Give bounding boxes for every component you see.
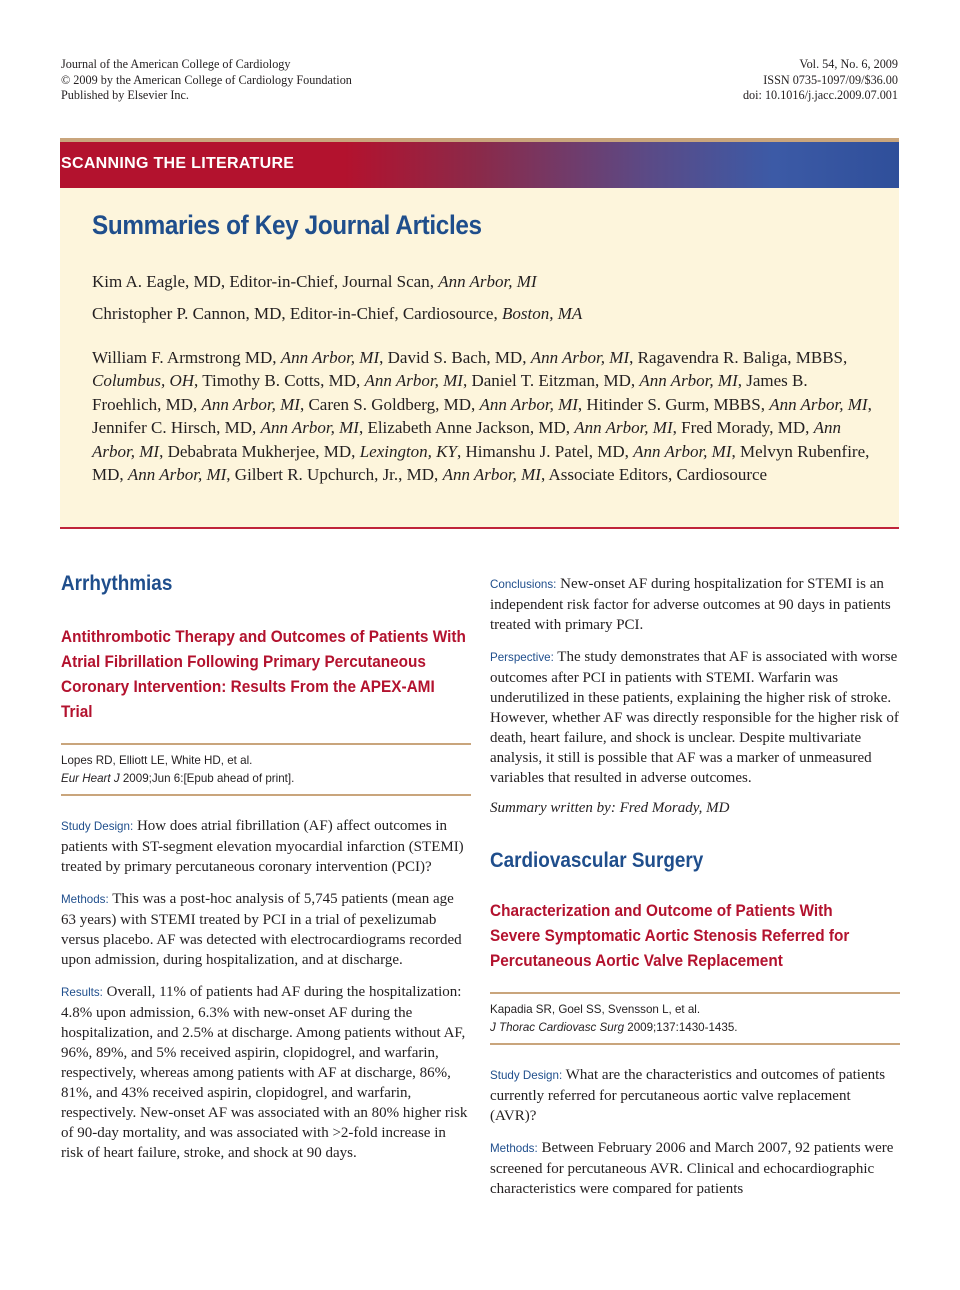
- publisher-line: Published by Elsevier Inc.: [61, 88, 189, 102]
- citation-journal-line: [490, 1019, 900, 1037]
- associate-editor-name: William F. Armstrong MD,: [92, 348, 281, 367]
- journal-name: Journal of the American College of Cardiology: [61, 57, 291, 71]
- associate-editor-location: Ann Arbor, MI: [639, 371, 738, 391]
- right-column: [490, 574, 900, 1199]
- citation-journal: Eur Heart J: [61, 772, 120, 785]
- section-banner: [60, 138, 899, 188]
- associate-editor-name: , Caren S. Goldberg, MD,: [299, 394, 480, 414]
- editor-in-chief-1: [92, 272, 537, 292]
- associate-editor-name: , Jennifer C. Hirsch, MD,: [92, 394, 872, 438]
- associate-editor-name: , David S. Bach, MD,: [379, 348, 531, 367]
- associate-editor-location: Ann Arbor, MI: [127, 465, 227, 485]
- summary-byline: Summary written by: Fred Morady, MD: [490, 800, 730, 816]
- editor-name: Kim A. Eagle, MD, Editor-in-Chief, Journal Scan,: [92, 272, 439, 291]
- conclusions-text: New-onset AF during hospitalization for STEMI is an independent risk factor for adverse outcomes at 90 days in patients treated with primary PCI.: [490, 576, 891, 633]
- results-paragraph: [61, 982, 471, 1163]
- page-title: Summaries of Key Journal Articles: [92, 210, 482, 240]
- associate-editor-location: Ann Arbor, MI: [260, 418, 359, 438]
- associate-editor-location: Ann Arbor, MI: [92, 418, 842, 461]
- perspective-paragraph: [490, 647, 900, 788]
- associate-editor-location: Ann Arbor, MI: [633, 441, 732, 461]
- associate-editor-name: , Elizabeth Anne Jackson, MD,: [358, 418, 575, 438]
- volume-line: Vol. 54, No. 6, 2009: [799, 57, 898, 71]
- citation-authors: Lopes RD, Elliott LE, White HD, et al.: [61, 754, 253, 767]
- article-title: Characterization and Outcome of Patients With Severe Symptomatic Aortic Stenosis Referred for Percutaneous Aortic Valve Replacement: [490, 902, 850, 970]
- study-design-text: How does atrial fibrillation (AF) affect outcomes in patients with ST-segment elevation myocardial infarction (STEMI) treated by primary percutaneous coronary intervention (PCI)?: [61, 818, 464, 875]
- citation-authors: Kapadia SR, Goel SS, Svensson L, et al.: [490, 1003, 701, 1016]
- journal-header-left: [61, 57, 352, 104]
- associate-editor-location: Ann Arbor, MI: [479, 394, 578, 414]
- article-title: Antithrombotic Therapy and Outcomes of Patients With Atrial Fibrillation Following Primary Percutaneous Coronary Intervention: Results From the APEX-AMI Trial: [61, 628, 466, 721]
- citation-detail: 2009;137:1430-1435.: [624, 1021, 738, 1034]
- study-design-label: Study Design:: [61, 820, 134, 833]
- citation-journal: J Thorac Cardiovasc Surg: [490, 1021, 625, 1034]
- citation-journal-line: [61, 770, 471, 788]
- section-title-cardiovascular-surgery: Cardiovascular Surgery: [490, 849, 704, 872]
- associate-editors: [92, 346, 872, 486]
- results-label: Results:: [61, 986, 103, 999]
- editor-in-chief-2: [92, 304, 582, 324]
- associate-editor-name: , Hitinder S. Gurm, MBBS,: [577, 394, 770, 414]
- associate-editor-location: Ann Arbor, MI: [530, 348, 630, 367]
- associate-editor-location: Columbus, OH: [92, 371, 195, 391]
- study-design-paragraph: [61, 816, 471, 877]
- associate-editor-location: Ann Arbor, MI: [280, 348, 380, 367]
- associate-editor-name: , Fred Morady, MD,: [672, 418, 814, 438]
- associate-editor-name: , Daniel T. Eitzman, MD,: [462, 371, 640, 391]
- journal-header-right: [743, 57, 898, 104]
- perspective-text: The study demonstrates that AF is associated with worse outcomes after PCI in patients with STEMI. Warfarin was underutilized in these patients, explaining the higher risk of stroke. However, whether AF was directly responsible for the higher risk of death, heart failure, and shock is unclear. Despite multivariate analysis, it still is possible that AF was a marker of unmeasured variables that resulted in adverse outcomes.: [490, 649, 899, 786]
- copyright-line: © 2009 by the American College of Cardiology Foundation: [61, 72, 352, 87]
- conclusions-label: Conclusions:: [490, 578, 557, 591]
- methods-paragraph: [61, 889, 471, 970]
- associate-editor-name: , Debabrata Mukherjee, MD,: [159, 441, 360, 461]
- citation: [61, 743, 471, 796]
- methods-label: Methods:: [490, 1142, 538, 1155]
- study-design-paragraph: [490, 1065, 900, 1126]
- associate-editor-location: Ann Arbor, MI: [201, 394, 300, 414]
- issn-line: ISSN 0735-1097/09/$36.00: [763, 72, 898, 87]
- left-column: [61, 560, 471, 1163]
- associate-editor-name: , Gilbert R. Upchurch, Jr., MD,: [226, 465, 443, 485]
- methods-label: Methods:: [61, 893, 109, 906]
- perspective-label: Perspective:: [490, 651, 554, 664]
- associate-editor-name: , Ragavendra R. Baliga, MBBS,: [629, 348, 848, 367]
- methods-paragraph: [490, 1138, 900, 1199]
- banner-label: SCANNING THE LITERATURE: [61, 155, 295, 172]
- associate-editor-name: , Melvyn Rubenfire, MD,: [92, 441, 870, 485]
- associate-editor-name: , Timothy B. Cotts, MD,: [194, 371, 365, 391]
- associate-editor-name: , Himanshu J. Patel, MD,: [456, 441, 634, 461]
- methods-text: Between February 2006 and March 2007, 92 patients were screened for percutaneous AVR. Clinical and echocardiographic characteristics were compared for patients: [490, 1140, 894, 1197]
- associate-editor-name: , James B. Froehlich, MD,: [92, 371, 808, 414]
- editors-box: [60, 188, 899, 529]
- results-text: Overall, 11% of patients had AF during the hospitalization: 4.8% upon admission, 6.3% with new-onset AF during the hospitalization, and 2.5% at discharge. Among patients without AF, 96%, 89%, and 5% received aspirin, clopidogrel, and warfarin, respectively, whereas among patients with AF at discharge, 86%, 81%, and 43% received aspirin, clopidogrel, and warfarin, respectively. New-onset AF was associated with an 80% higher risk of 90-day mortality, and was associated with >2-fold increase in risk of heart failure, stroke, and shock at 90 days.: [61, 984, 468, 1161]
- doi-line: doi: 10.1016/j.jacc.2009.07.001: [742, 88, 898, 102]
- associate-editor-location: Ann Arbor, MI: [442, 465, 541, 485]
- section-title-arrhythmias: Arrhythmias: [61, 572, 173, 595]
- associate-editor-location: Lexington, KY: [359, 441, 457, 461]
- associate-editor-location: Ann Arbor, MI: [769, 394, 868, 414]
- conclusions-paragraph: [490, 574, 900, 635]
- editor-location: Boston, MA: [501, 304, 583, 323]
- study-design-text: What are the characteristics and outcomes of patients currently referred for percutaneous aortic valve replacement (AVR)?: [490, 1067, 886, 1124]
- study-design-label: Study Design:: [490, 1069, 563, 1082]
- associate-editor-location: Ann Arbor, MI: [364, 371, 463, 391]
- citation-detail: 2009;Jun 6:[Epub ahead of print].: [119, 772, 295, 785]
- associate-editor-location: Ann Arbor, MI: [574, 418, 673, 438]
- citation: [490, 992, 900, 1045]
- editor-name: Christopher P. Cannon, MD, Editor-in-Chief, Cardiosource,: [92, 304, 502, 323]
- editor-location: Ann Arbor, MI: [438, 272, 537, 291]
- methods-text: This was a post-hoc analysis of 5,745 patients (mean age 63 years) with STEMI treated by PCI in a trial of pexelizumab versus placebo. AF was detected with electrocardiograms recorded upon admission, during hospitalization, and at discharge.: [61, 891, 462, 968]
- associate-editors-suffix: , Associate Editors, Cardiosource: [540, 465, 768, 485]
